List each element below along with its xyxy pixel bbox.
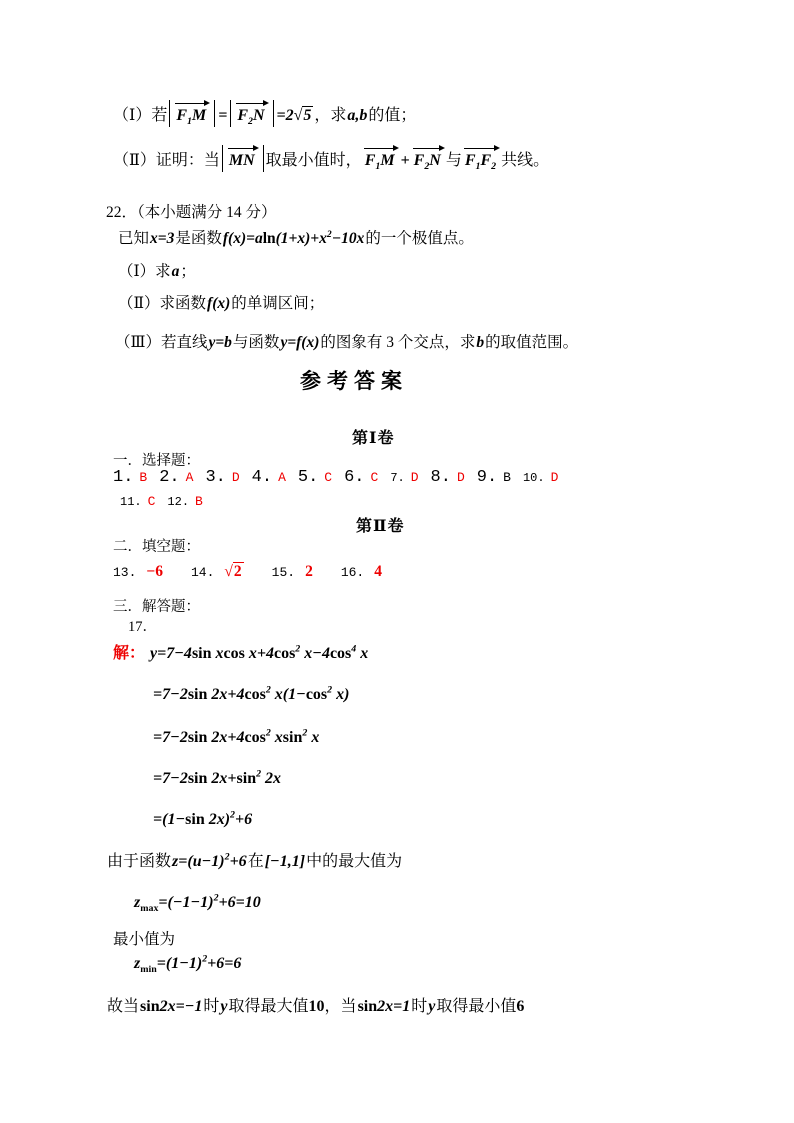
fill-answer-number: 14. [191,565,215,580]
problem21-part1: （Ⅰ）若 $F_1M = F_2N =2√5$ ，求a,b的值； [113,100,416,127]
volume1-heading: 第Ⅰ卷 [352,430,395,447]
choice-answer-item [477,467,511,488]
solution17-line4: =7−2sin $2x+\sin^2$ 2x [153,768,282,787]
choice-answer-number: 1. [113,468,134,487]
choice-answer-item [113,467,147,488]
solution17-line1: 解： y=7−4sin xcos $x+4\cos^2$ $x-4\cos^4$ x [113,643,369,662]
choice-answer-number: 5. [297,468,319,487]
question17-label: 17． [128,619,157,635]
fill-answer-item [272,562,313,581]
fill-answer-value: √2 [224,563,242,580]
choice-answer-letter: D [231,470,240,485]
choice-answer-letter: A [278,470,286,485]
choice-answer-item [252,467,286,488]
solution17-line5: =(1−sin 2x)$^2$+6 [153,809,253,828]
choice-answer-item [120,492,155,511]
choice-answer-letter: D [456,470,465,485]
choice-answer-item [167,492,202,511]
choice-answer-item [205,467,239,488]
choice-answer-number: 9. [476,468,498,487]
solution17-conclusion: 故当sin2x=−1时y取得最大值10，当sin2x=1时y取得最小值6 [107,998,525,1015]
choice-answer-number: 2. [159,468,180,487]
solution17-line2: =7−2sin $2x+4\cos^2$ $x(1-\cos^2$ x) [153,684,350,703]
choice-answer-number: 11. [120,495,142,509]
choice-answer-item [523,468,558,487]
fill-answer-number: 13. [113,565,137,580]
choice-answer-letter: C [147,494,156,509]
fill-answer-item [113,562,163,581]
solution-section-label: 三．解答题： [113,599,200,615]
choice-answer-number: 8. [430,468,451,487]
choice-answer-item [298,467,332,488]
solution17-line3: =7−2sin $2x+4\cos^2$ xsin$^2$ x [153,727,320,746]
choice-answer-letter: C [324,470,333,485]
choice-answers-row-2 [120,492,215,511]
fill-answer-value: −6 [146,563,163,580]
fill-answer-item [191,562,244,581]
choice-answer-item [431,467,465,488]
problem22-header: 22．（本小题满分 14 分） [106,204,277,221]
choice-answer-letter: D [410,470,419,485]
solution17-min-note: 最小值为 [113,931,176,948]
choice-answer-letter: B [139,470,148,485]
solution17-zmin: $z_{min}=(1-1)^2+6=6$ [134,953,242,976]
choice-answer-letter: B [503,470,511,485]
choice-answer-number: 7. [390,471,405,485]
problem22-intro: 已知x=3是函数$f(x)=aln(1+x)+x^2-10x$的一个极值点。 [118,228,474,247]
choice-answer-item [344,467,378,488]
problem22-part2: （Ⅱ）求函数f(x)的单调区间； [118,295,325,312]
fill-answer-number: 15. [271,565,296,580]
choice-answer-letter: C [370,470,379,485]
choice-section-label: 一．选择题： [113,453,200,469]
choice-answer-number: 10. [522,471,545,485]
fill-answer-value: 4 [374,563,382,580]
problem22-part3: （Ⅲ）若直线y=b与函数y=f(x)的图象有 3 个交点，求b的取值范围。 [115,334,579,351]
choice-answer-number: 12. [167,495,190,509]
choice-answer-letter: D [550,470,559,485]
choice-answer-number: 4. [251,468,273,487]
choice-answers-row-1 [113,467,570,488]
choice-answer-number: 3. [205,468,226,487]
choice-answer-number: 6. [344,468,365,487]
fill-answer-value: 2 [305,563,313,580]
choice-answer-letter: B [195,494,203,509]
fill-section-label: 二．填空题： [113,539,200,555]
solution17-max-note: 由于函数$z=(u-1)^2+6$在[−1,1]中的最大值为 [107,851,403,870]
solution17-zmax: $z_{max}=(-1-1)^2+6=10$ [134,892,261,915]
fill-answers-row [113,562,410,581]
volume2-heading: 第Ⅱ卷 [356,518,405,535]
answer-key-title: 参考答案 [300,369,408,393]
choice-answer-item [390,468,418,487]
problem21-part2: （Ⅱ）证明：当 MN 取最小值时， $F_1M + F_2N$ 与 $F_1F_2$ 共线。 [113,145,549,172]
choice-answer-letter: A [185,470,194,485]
problem22-part1: （Ⅰ）求a； [118,263,196,280]
fill-answer-item [341,562,382,581]
choice-answer-item [159,467,193,488]
fill-answer-number: 16. [340,565,365,580]
